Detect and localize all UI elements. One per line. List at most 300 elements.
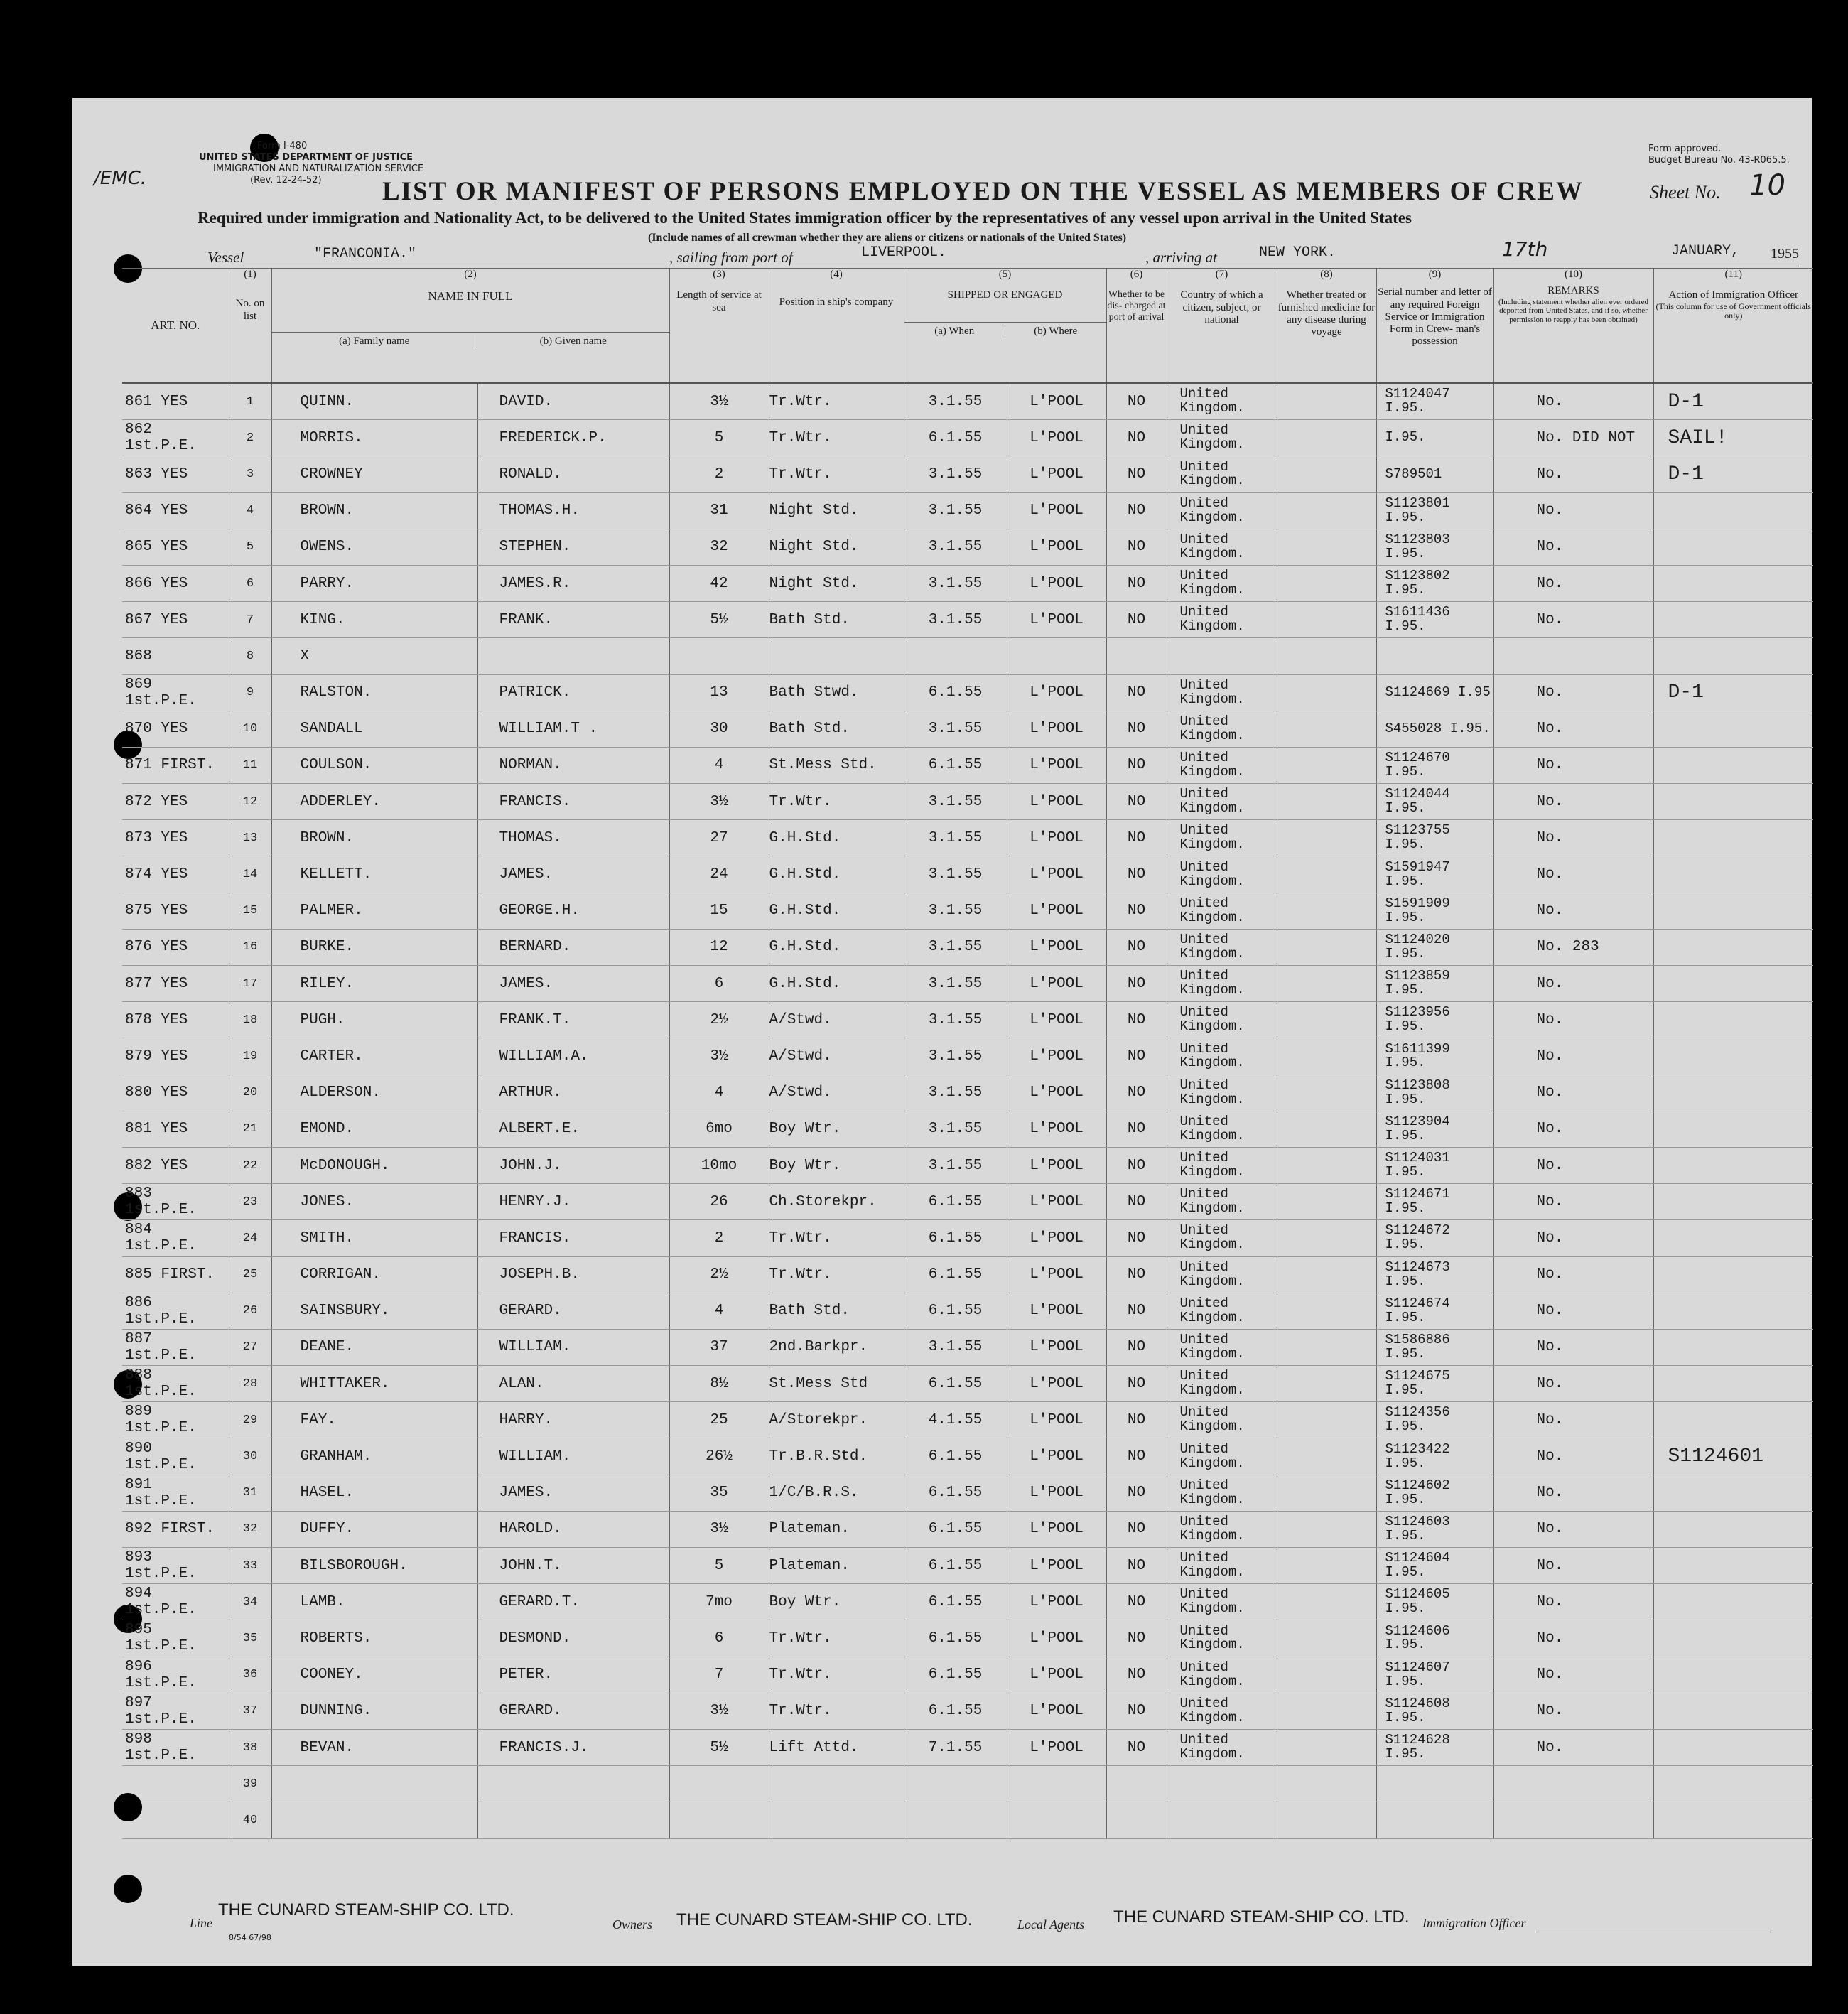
country-cell: United Kingdom. [1167,1729,1277,1765]
row-number-cell: 21 [229,1111,271,1147]
table-row [122,856,1813,893]
discharge-cell: NO [1106,711,1167,747]
serial-cell: S1124020 I.95. [1376,929,1493,965]
shipped-when-cell: 6.1.55 [904,747,1007,783]
discharge-cell: NO [1106,1147,1167,1183]
row-number-cell: 34 [229,1584,271,1620]
shipped-when-cell [904,1802,1007,1838]
shipped-when-cell: 6.1.55 [904,1584,1007,1620]
discharge-cell [1106,638,1167,674]
action-cell [1653,1111,1813,1147]
serial-cell: S1611436 I.95. [1376,602,1493,638]
service-length-cell [669,1766,769,1802]
row-art-cell: 885 FIRST. [122,1256,229,1293]
country-cell: United Kingdom. [1167,1402,1277,1438]
treated-cell [1277,1002,1376,1038]
form-code: /EMC. [94,168,147,189]
subtitle: Required under immigration and Nationality Act, to be delivered to the United States immigration officer by the representatives of any vessel upon arrival in the United States [198,209,1412,227]
given-name-cell: WILLIAM.T . [477,711,669,747]
row-art-cell: 893 1st.P.E. [122,1548,229,1584]
action-cell [1653,1402,1813,1438]
position-cell: Boy Wtr. [769,1147,904,1183]
treated-cell [1277,1475,1376,1511]
treated-cell [1277,1184,1376,1220]
treated-cell [1277,1402,1376,1438]
family-name-cell: ROBERTS. [271,1620,477,1657]
departure-port: LIVERPOOL. [861,244,947,261]
row-number-cell: 16 [229,929,271,965]
row-art-cell: 898 1st.P.E. [122,1729,229,1765]
shipped-when-cell [904,1766,1007,1802]
position-cell: St.Mess Std [769,1366,904,1402]
header-shipped: (5) SHIPPED OR ENGAGED (a) When (b) Where [904,269,1106,384]
position-cell: Bath Std. [769,602,904,638]
shipped-when-cell: 6.1.55 [904,1184,1007,1220]
shipped-where-cell [1007,638,1106,674]
row-number-cell: 40 [229,1802,271,1838]
serial-cell: S1123808 I.95. [1376,1075,1493,1111]
row-number-cell: 26 [229,1293,271,1329]
sheet-label: Sheet No. [1650,182,1721,203]
service-length-cell: 6 [669,966,769,1002]
vessel-label: Vessel [207,249,244,266]
discharge-cell: NO [1106,747,1167,783]
treated-cell [1277,747,1376,783]
service-length-cell: 2 [669,1220,769,1256]
shipped-where-cell: L'POOL [1007,1329,1106,1365]
shipped-when-cell: 3.1.55 [904,966,1007,1002]
row-art-cell: 882 YES [122,1147,229,1183]
shipped-when-cell: 3.1.55 [904,492,1007,529]
shipped-when-cell: 6.1.55 [904,1293,1007,1329]
service-length-cell: 3½ [669,1693,769,1729]
shipped-when-cell: 6.1.55 [904,1657,1007,1693]
shipped-where-cell: L'POOL [1007,820,1106,856]
discharge-cell: NO [1106,1366,1167,1402]
remarks-cell: No. [1493,784,1653,820]
discharge-cell [1106,1766,1167,1802]
country-cell: United Kingdom. [1167,1511,1277,1547]
shipped-when-cell: 6.1.55 [904,1475,1007,1511]
row-number-cell: 24 [229,1220,271,1256]
row-number-cell: 17 [229,966,271,1002]
row-art-cell: 867 YES [122,602,229,638]
row-number-cell: 33 [229,1548,271,1584]
family-name-cell: BEVAN. [271,1729,477,1765]
row-number-cell: 14 [229,856,271,893]
service-length-cell: 2 [669,456,769,492]
discharge-cell: NO [1106,674,1167,711]
family-name-cell: BROWN. [271,492,477,529]
action-cell [1653,1657,1813,1693]
header-no-on-list: (1) No. on list [229,269,271,384]
row-art-cell: 894 1st.P.E. [122,1584,229,1620]
discharge-cell: NO [1106,1256,1167,1293]
remarks-cell: No. [1493,711,1653,747]
shipped-where-cell: L'POOL [1007,602,1106,638]
department-line: (Rev. 12-24-52) [250,175,322,185]
shipped-where-cell: L'POOL [1007,1475,1106,1511]
department-line: UNITED STATES DEPARTMENT OF JUSTICE [199,152,414,163]
serial-cell: S1123904 I.95. [1376,1111,1493,1147]
shipped-when-cell: 3.1.55 [904,565,1007,601]
discharge-cell: NO [1106,383,1167,420]
service-length-cell: 42 [669,565,769,601]
owners-label: Owners [612,1917,653,1932]
table-row [122,1620,1813,1657]
action-cell [1653,492,1813,529]
country-cell: United Kingdom. [1167,966,1277,1002]
country-cell: United Kingdom. [1167,1111,1277,1147]
position-cell: Ch.Storekpr. [769,1184,904,1220]
country-cell [1167,1802,1277,1838]
country-cell: United Kingdom. [1167,1220,1277,1256]
table-row [122,1438,1813,1475]
position-cell: Boy Wtr. [769,1584,904,1620]
family-name-cell: BURKE. [271,929,477,965]
table-row [122,602,1813,638]
remarks-cell: No. [1493,1438,1653,1475]
given-name-cell: FREDERICK.P. [477,420,669,456]
action-cell [1653,929,1813,965]
table-row [122,1475,1813,1511]
row-art-cell: 886 1st.P.E. [122,1293,229,1329]
given-name-cell: JAMES. [477,1475,669,1511]
table-row [122,1256,1813,1293]
shipped-where-cell: L'POOL [1007,456,1106,492]
sheet-number: 10 [1749,169,1785,202]
table-header-row [122,269,1813,384]
shipped-where-cell: L'POOL [1007,1548,1106,1584]
table-row [122,1220,1813,1256]
action-cell [1653,856,1813,893]
remarks-cell [1493,638,1653,674]
given-name-cell: JOHN.T. [477,1548,669,1584]
remarks-cell: No. [1493,893,1653,929]
shipped-when-cell: 6.1.55 [904,1220,1007,1256]
family-name-cell: PARRY. [271,565,477,601]
family-name-cell: COONEY. [271,1657,477,1693]
remarks-cell: No. [1493,966,1653,1002]
service-length-cell: 4 [669,1075,769,1111]
serial-cell: S1124606 I.95. [1376,1620,1493,1657]
position-cell: Tr.B.R.Std. [769,1438,904,1475]
row-number-cell: 37 [229,1693,271,1729]
action-cell [1653,1475,1813,1511]
row-number-cell: 7 [229,602,271,638]
header-country: (7) Country of which a citizen, subject, or national [1167,269,1277,384]
discharge-cell: NO [1106,1657,1167,1693]
position-cell: Bath Stwd. [769,674,904,711]
serial-cell: S1124675 I.95. [1376,1366,1493,1402]
given-name-cell: FRANK. [477,602,669,638]
shipped-where-cell: L'POOL [1007,1438,1106,1475]
officer-label: Immigration Officer [1422,1916,1526,1930]
serial-cell: S1124672 I.95. [1376,1220,1493,1256]
treated-cell [1277,1220,1376,1256]
row-art-cell: 881 YES [122,1111,229,1147]
punch-hole [114,1875,142,1903]
shipped-when-cell: 6.1.55 [904,1256,1007,1293]
shipped-where-cell: L'POOL [1007,856,1106,893]
table-row [122,1548,1813,1584]
table-row [122,1657,1813,1693]
position-cell: Tr.Wtr. [769,456,904,492]
remarks-cell: No. [1493,1366,1653,1402]
given-name-cell: FRANK.T. [477,1002,669,1038]
position-cell: Plateman. [769,1511,904,1547]
serial-cell: S1124604 I.95. [1376,1548,1493,1584]
shipped-when-cell: 3.1.55 [904,856,1007,893]
action-cell [1653,1584,1813,1620]
action-cell [1653,784,1813,820]
row-art-cell: 887 1st.P.E. [122,1329,229,1365]
row-number-cell: 12 [229,784,271,820]
remarks-cell: No. [1493,1511,1653,1547]
country-cell: United Kingdom. [1167,929,1277,965]
country-cell: United Kingdom. [1167,1475,1277,1511]
row-number-cell: 36 [229,1657,271,1693]
row-number-cell: 25 [229,1256,271,1293]
page-title: LIST OR MANIFEST OF PERSONS EMPLOYED ON THE VESSEL AS MEMBERS OF CREW [382,177,1584,206]
table-row [122,529,1813,565]
country-cell: United Kingdom. [1167,456,1277,492]
family-name-cell: KELLETT. [271,856,477,893]
table-row [122,420,1813,456]
table-row [122,1366,1813,1402]
shipped-where-cell: L'POOL [1007,784,1106,820]
shipped-where-cell: L'POOL [1007,1075,1106,1111]
action-cell [1653,1729,1813,1765]
row-art-cell: 861 YES [122,383,229,420]
country-cell: United Kingdom. [1167,1693,1277,1729]
given-name-cell: HAROLD. [477,1511,669,1547]
row-art-cell: 863 YES [122,456,229,492]
row-number-cell: 6 [229,565,271,601]
table-row [122,1002,1813,1038]
table-row [122,1184,1813,1220]
serial-cell: S789501 [1376,456,1493,492]
position-cell: G.H.Std. [769,820,904,856]
treated-cell [1277,966,1376,1002]
given-name-cell: FRANCIS. [477,1220,669,1256]
position-cell: 2nd.Barkpr. [769,1329,904,1365]
service-length-cell: 4 [669,747,769,783]
shipped-where-cell: L'POOL [1007,1693,1106,1729]
row-art-cell: 869 1st.P.E. [122,674,229,711]
discharge-cell: NO [1106,1038,1167,1075]
remarks-cell: No. [1493,602,1653,638]
form-number: Form I-480 [257,141,308,151]
discharge-cell: NO [1106,784,1167,820]
agents-label: Local Agents [1017,1917,1085,1932]
remarks-cell: No. [1493,1475,1653,1511]
shipped-where-cell: L'POOL [1007,711,1106,747]
shipped-when-cell: 6.1.55 [904,1693,1007,1729]
action-cell [1653,966,1813,1002]
action-cell [1653,1329,1813,1365]
shipped-when-cell [904,638,1007,674]
shipped-when-cell: 6.1.55 [904,420,1007,456]
serial-cell: S1123956 I.95. [1376,1002,1493,1038]
line-company: THE CUNARD STEAM-SHIP CO. LTD. [218,1900,514,1919]
shipped-where-cell: L'POOL [1007,1620,1106,1657]
table-row [122,784,1813,820]
country-cell: United Kingdom. [1167,1184,1277,1220]
shipped-when-cell: 4.1.55 [904,1402,1007,1438]
treated-cell [1277,1366,1376,1402]
shipped-when-cell: 7.1.55 [904,1729,1007,1765]
remarks-cell: No. [1493,674,1653,711]
shipped-where-cell: L'POOL [1007,1184,1106,1220]
discharge-cell: NO [1106,1002,1167,1038]
row-number-cell: 39 [229,1766,271,1802]
given-name-cell: PETER. [477,1657,669,1693]
discharge-cell: NO [1106,1475,1167,1511]
row-art-cell: 892 FIRST. [122,1511,229,1547]
family-name-cell: RALSTON. [271,674,477,711]
table-row [122,565,1813,601]
row-art-cell: 866 YES [122,565,229,601]
shipped-where-cell: L'POOL [1007,1220,1106,1256]
action-cell [1653,1620,1813,1657]
table-row [122,383,1813,420]
shipped-when-cell: 3.1.55 [904,711,1007,747]
arrival-month: JANUARY, [1671,243,1740,259]
table-row [122,1402,1813,1438]
remarks-cell [1493,1802,1653,1838]
service-length-cell: 31 [669,492,769,529]
remarks-cell: No. [1493,1002,1653,1038]
treated-cell [1277,1548,1376,1584]
position-cell: Tr.Wtr. [769,1657,904,1693]
discharge-cell: NO [1106,1402,1167,1438]
treated-cell [1277,1438,1376,1475]
country-cell: United Kingdom. [1167,565,1277,601]
row-number-cell: 28 [229,1366,271,1402]
action-cell [1653,1220,1813,1256]
family-name-cell: QUINN. [271,383,477,420]
serial-cell: S1124044 I.95. [1376,784,1493,820]
country-cell: United Kingdom. [1167,784,1277,820]
position-cell: Tr.Wtr. [769,383,904,420]
country-cell: United Kingdom. [1167,856,1277,893]
country-cell: United Kingdom. [1167,1584,1277,1620]
position-cell: Night Std. [769,565,904,601]
row-art-cell: 865 YES [122,529,229,565]
action-cell [1653,1511,1813,1547]
position-cell: G.H.Std. [769,856,904,893]
remarks-cell: No. [1493,1729,1653,1765]
position-cell: Bath Std. [769,711,904,747]
given-name-cell: JAMES.R. [477,565,669,601]
given-name-cell: BERNARD. [477,929,669,965]
treated-cell [1277,1657,1376,1693]
treated-cell [1277,1075,1376,1111]
serial-cell: S1124047 I.95. [1376,383,1493,420]
row-art-cell: 879 YES [122,1038,229,1075]
shipped-where-cell: L'POOL [1007,383,1106,420]
family-name-cell: CARTER. [271,1038,477,1075]
table-row [122,1075,1813,1111]
given-name-cell: JAMES. [477,856,669,893]
shipped-where-cell: L'POOL [1007,565,1106,601]
sailing-label: , sailing from port of [669,249,793,266]
serial-cell: S1123422 I.95. [1376,1438,1493,1475]
table-row [122,674,1813,711]
discharge-cell: NO [1106,966,1167,1002]
treated-cell [1277,893,1376,929]
service-length-cell: 12 [669,929,769,965]
row-art-cell: 876 YES [122,929,229,965]
family-name-cell: COULSON. [271,747,477,783]
row-number-cell: 20 [229,1075,271,1111]
row-number-cell: 32 [229,1511,271,1547]
position-cell: 1/C/B.R.S. [769,1475,904,1511]
shipped-when-cell: 3.1.55 [904,383,1007,420]
family-name-cell: MORRIS. [271,420,477,456]
action-cell [1653,565,1813,601]
family-name-cell: WHITTAKER. [271,1366,477,1402]
family-name-cell: EMOND. [271,1111,477,1147]
table-row [122,929,1813,965]
shipped-where-cell: L'POOL [1007,1657,1106,1693]
serial-cell: S1124628 I.95. [1376,1729,1493,1765]
action-cell [1653,1038,1813,1075]
remarks-cell: No. [1493,492,1653,529]
shipped-where-cell: L'POOL [1007,1002,1106,1038]
serial-cell: S1123803 I.95. [1376,529,1493,565]
shipped-when-cell: 3.1.55 [904,820,1007,856]
shipped-when-cell: 3.1.55 [904,893,1007,929]
row-number-cell: 35 [229,1620,271,1657]
given-name-cell [477,638,669,674]
service-length-cell: 3½ [669,1038,769,1075]
service-length-cell: 7 [669,1657,769,1693]
remarks-cell: No. [1493,820,1653,856]
position-cell: A/Stwd. [769,1075,904,1111]
country-cell [1167,638,1277,674]
given-name-cell: GERARD.T. [477,1584,669,1620]
position-cell [769,1766,904,1802]
table-row [122,1584,1813,1620]
treated-cell [1277,1147,1376,1183]
table-row [122,638,1813,674]
row-art-cell: 870 YES [122,711,229,747]
discharge-cell: NO [1106,856,1167,893]
action-cell: S1124601 [1653,1438,1813,1475]
position-cell: Lift Attd. [769,1729,904,1765]
action-cell [1653,820,1813,856]
remarks-cell: No. [1493,1293,1653,1329]
serial-cell: S1124605 I.95. [1376,1584,1493,1620]
service-length-cell: 5 [669,420,769,456]
discharge-cell: NO [1106,1293,1167,1329]
country-cell: United Kingdom. [1167,893,1277,929]
action-cell [1653,711,1813,747]
shipped-where-cell: L'POOL [1007,929,1106,965]
row-number-cell: 31 [229,1475,271,1511]
row-number-cell: 38 [229,1729,271,1765]
service-length-cell: 26 [669,1184,769,1220]
given-name-cell: ALBERT.E. [477,1111,669,1147]
position-cell: Boy Wtr. [769,1111,904,1147]
shipped-when-cell: 6.1.55 [904,1548,1007,1584]
row-art-cell: 896 1st.P.E. [122,1657,229,1693]
action-cell [1653,1184,1813,1220]
treated-cell [1277,1293,1376,1329]
family-name-cell: McDONOUGH. [271,1147,477,1183]
